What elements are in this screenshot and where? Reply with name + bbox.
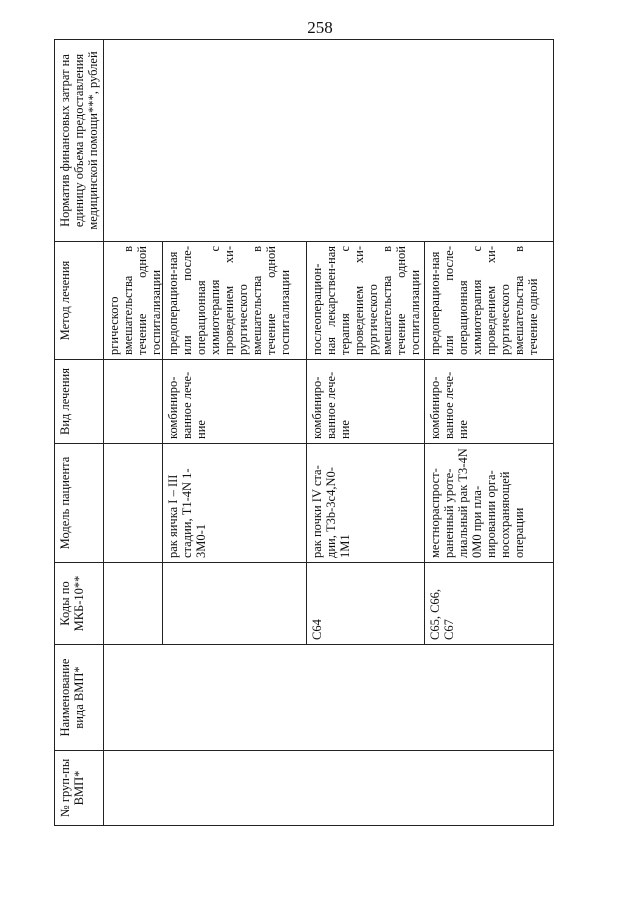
header-codes: Коды по МКБ-10** [55,563,104,645]
cell-codes: C64 [306,563,424,644]
cell-model: рак яичка I – III стадии, T1-4N 1-3M0-1 [162,444,306,562]
cell-codes-stack [104,563,554,645]
page-number: 258 [307,18,333,37]
cell-method-stack [104,242,554,360]
header-group: № груп-пы ВМП* [55,751,104,826]
table-header-row [55,40,104,826]
header-norm: Норматив финансовых затрат на единицу объема предоставления медицинской помощи***, рублей [55,40,104,242]
header-name: Наименование вида ВМП* [55,645,104,751]
cell-method: ргического вмешательства в течение одной госпитализации [107,246,163,355]
cell-type-stack [104,360,554,444]
rotated-table-container [54,40,554,826]
cell-type [104,360,162,443]
cell-type: комбиниро-ванное лече-ние [306,360,424,443]
treatment-table [54,39,554,826]
cell-group [104,751,554,826]
cell-method: предоперацион-ная или после-операционная химиотерапия с проведением хи-рургического вмешательства в течение одной [424,242,543,359]
cell-method: предоперацион-ная или после-операционная химиотерапия с проведением хи-рургического вмешательства в течение одной госпитализации [162,242,306,359]
cell-model-stack [104,444,554,563]
cell-codes: C65, C66, C67 [424,563,459,644]
header-type: Вид лечения [55,360,104,444]
cell-model: рак почки IV ста-дии, T3b-3c4,N0-1M1 [306,444,424,562]
cell-model [104,444,162,562]
table-row [104,40,554,826]
cell-codes [162,563,306,644]
cell-name [104,645,554,751]
cell-model: местнораспрост-раненный уроте-лиальный рак T3-4N 0M0 при пла-нировании орга-носохраняющей операции [424,444,529,562]
header-method: Метод лечения [55,242,104,360]
cell-type: комбиниро-ванное лече-ние [162,360,306,443]
header-model: Модель пациента [55,444,104,563]
cell-norm [104,40,554,242]
cell-codes [104,563,162,644]
cell-type: комбиниро-ванное лече-ние [424,360,473,443]
cell-method: послеоперацион-ная лекарствен-ная терапия с проведением хи-рургического вмешательства в течение одной госпитализации [306,242,424,359]
